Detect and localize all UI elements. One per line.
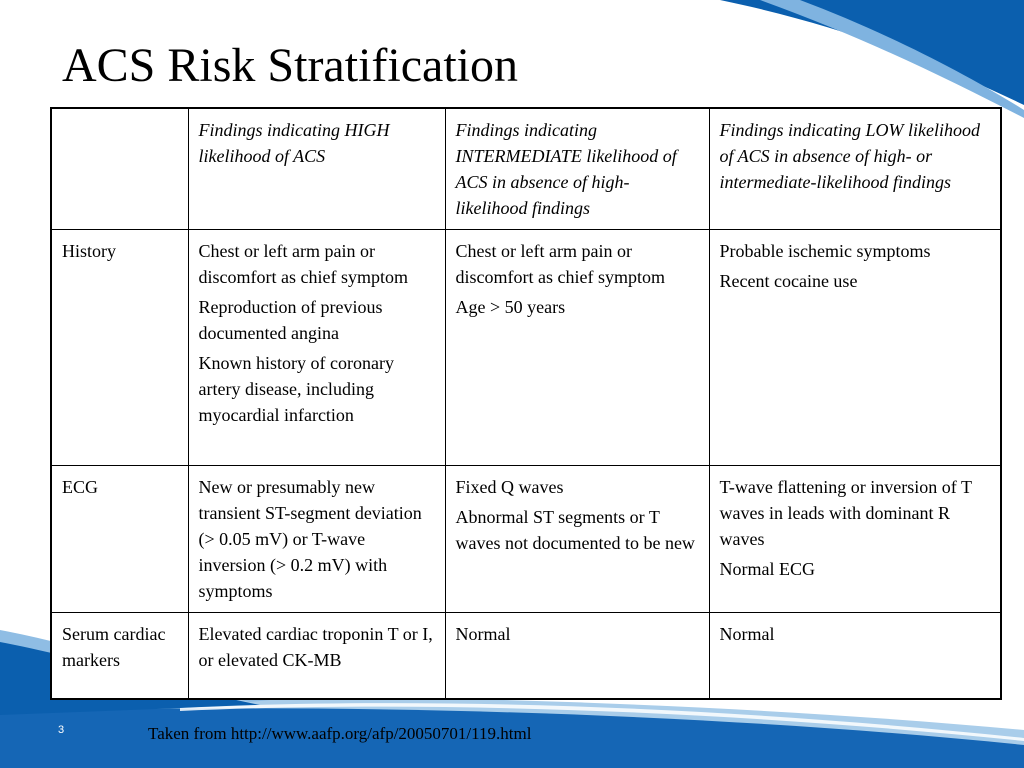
header-cell-empty bbox=[51, 108, 188, 230]
slide-title: ACS Risk Stratification bbox=[62, 39, 518, 92]
finding-item: Fixed Q waves bbox=[455, 477, 564, 497]
header-cell-low: Findings indicating LOW likelihood of ACS in absence of high- or intermediate-likelihood findings bbox=[709, 108, 1001, 230]
row-label: Serum cardiac markers bbox=[51, 613, 188, 699]
table-row-serum-markers bbox=[51, 613, 1001, 699]
cell-high bbox=[188, 230, 445, 466]
finding-item: Recent cocaine use bbox=[719, 271, 858, 291]
cell-low bbox=[709, 230, 1001, 466]
finding-item: Chest or left arm pain or discomfort as chief symptom bbox=[455, 241, 665, 287]
finding-item: Age > 50 years bbox=[455, 297, 566, 317]
cell-low bbox=[709, 613, 1001, 699]
cell-intermediate bbox=[445, 466, 709, 613]
cell-intermediate bbox=[445, 613, 709, 699]
source-citation: Taken from http://www.aafp.org/afp/20050701/119.html bbox=[148, 724, 532, 743]
cell-high bbox=[188, 613, 445, 699]
finding-item: Probable ischemic symptoms bbox=[719, 241, 931, 261]
finding-item: T-wave flattening or inversion of T waves in leads with dominant R waves bbox=[719, 477, 972, 549]
finding-item: Elevated cardiac troponin T or I, or elevated CK-MB bbox=[198, 624, 433, 670]
row-label: ECG bbox=[51, 466, 188, 613]
row-label: History bbox=[51, 230, 188, 466]
finding-item: Chest or left arm pain or discomfort as chief symptom bbox=[198, 241, 408, 287]
header-cell-high: Findings indicating HIGH likelihood of ACS bbox=[188, 108, 445, 230]
finding-item: Normal bbox=[719, 624, 775, 644]
table-row-history bbox=[51, 230, 1001, 466]
table-row-ecg bbox=[51, 466, 1001, 613]
finding-item: Normal ECG bbox=[719, 559, 815, 579]
cell-high bbox=[188, 466, 445, 613]
header-cell-intermediate: Findings indicating INTERMEDIATE likelihood of ACS in absence of high-likelihood findings bbox=[445, 108, 709, 230]
risk-stratification-table bbox=[50, 107, 1002, 700]
finding-item: New or presumably new transient ST-segment deviation (> 0.05 mV) or T-wave inversion (> 0.2 mV) with symptoms bbox=[198, 477, 422, 601]
finding-item: Abnormal ST segments or T waves not documented to be new bbox=[455, 507, 695, 553]
cell-intermediate bbox=[445, 230, 709, 466]
cell-low bbox=[709, 466, 1001, 613]
finding-item: Normal bbox=[455, 624, 511, 644]
table-header-row bbox=[51, 108, 1001, 230]
finding-item: Known history of coronary artery disease, including myocardial infarction bbox=[198, 353, 394, 425]
slide-number: 3 bbox=[58, 724, 65, 736]
finding-item: Reproduction of previous documented angina bbox=[198, 297, 383, 343]
